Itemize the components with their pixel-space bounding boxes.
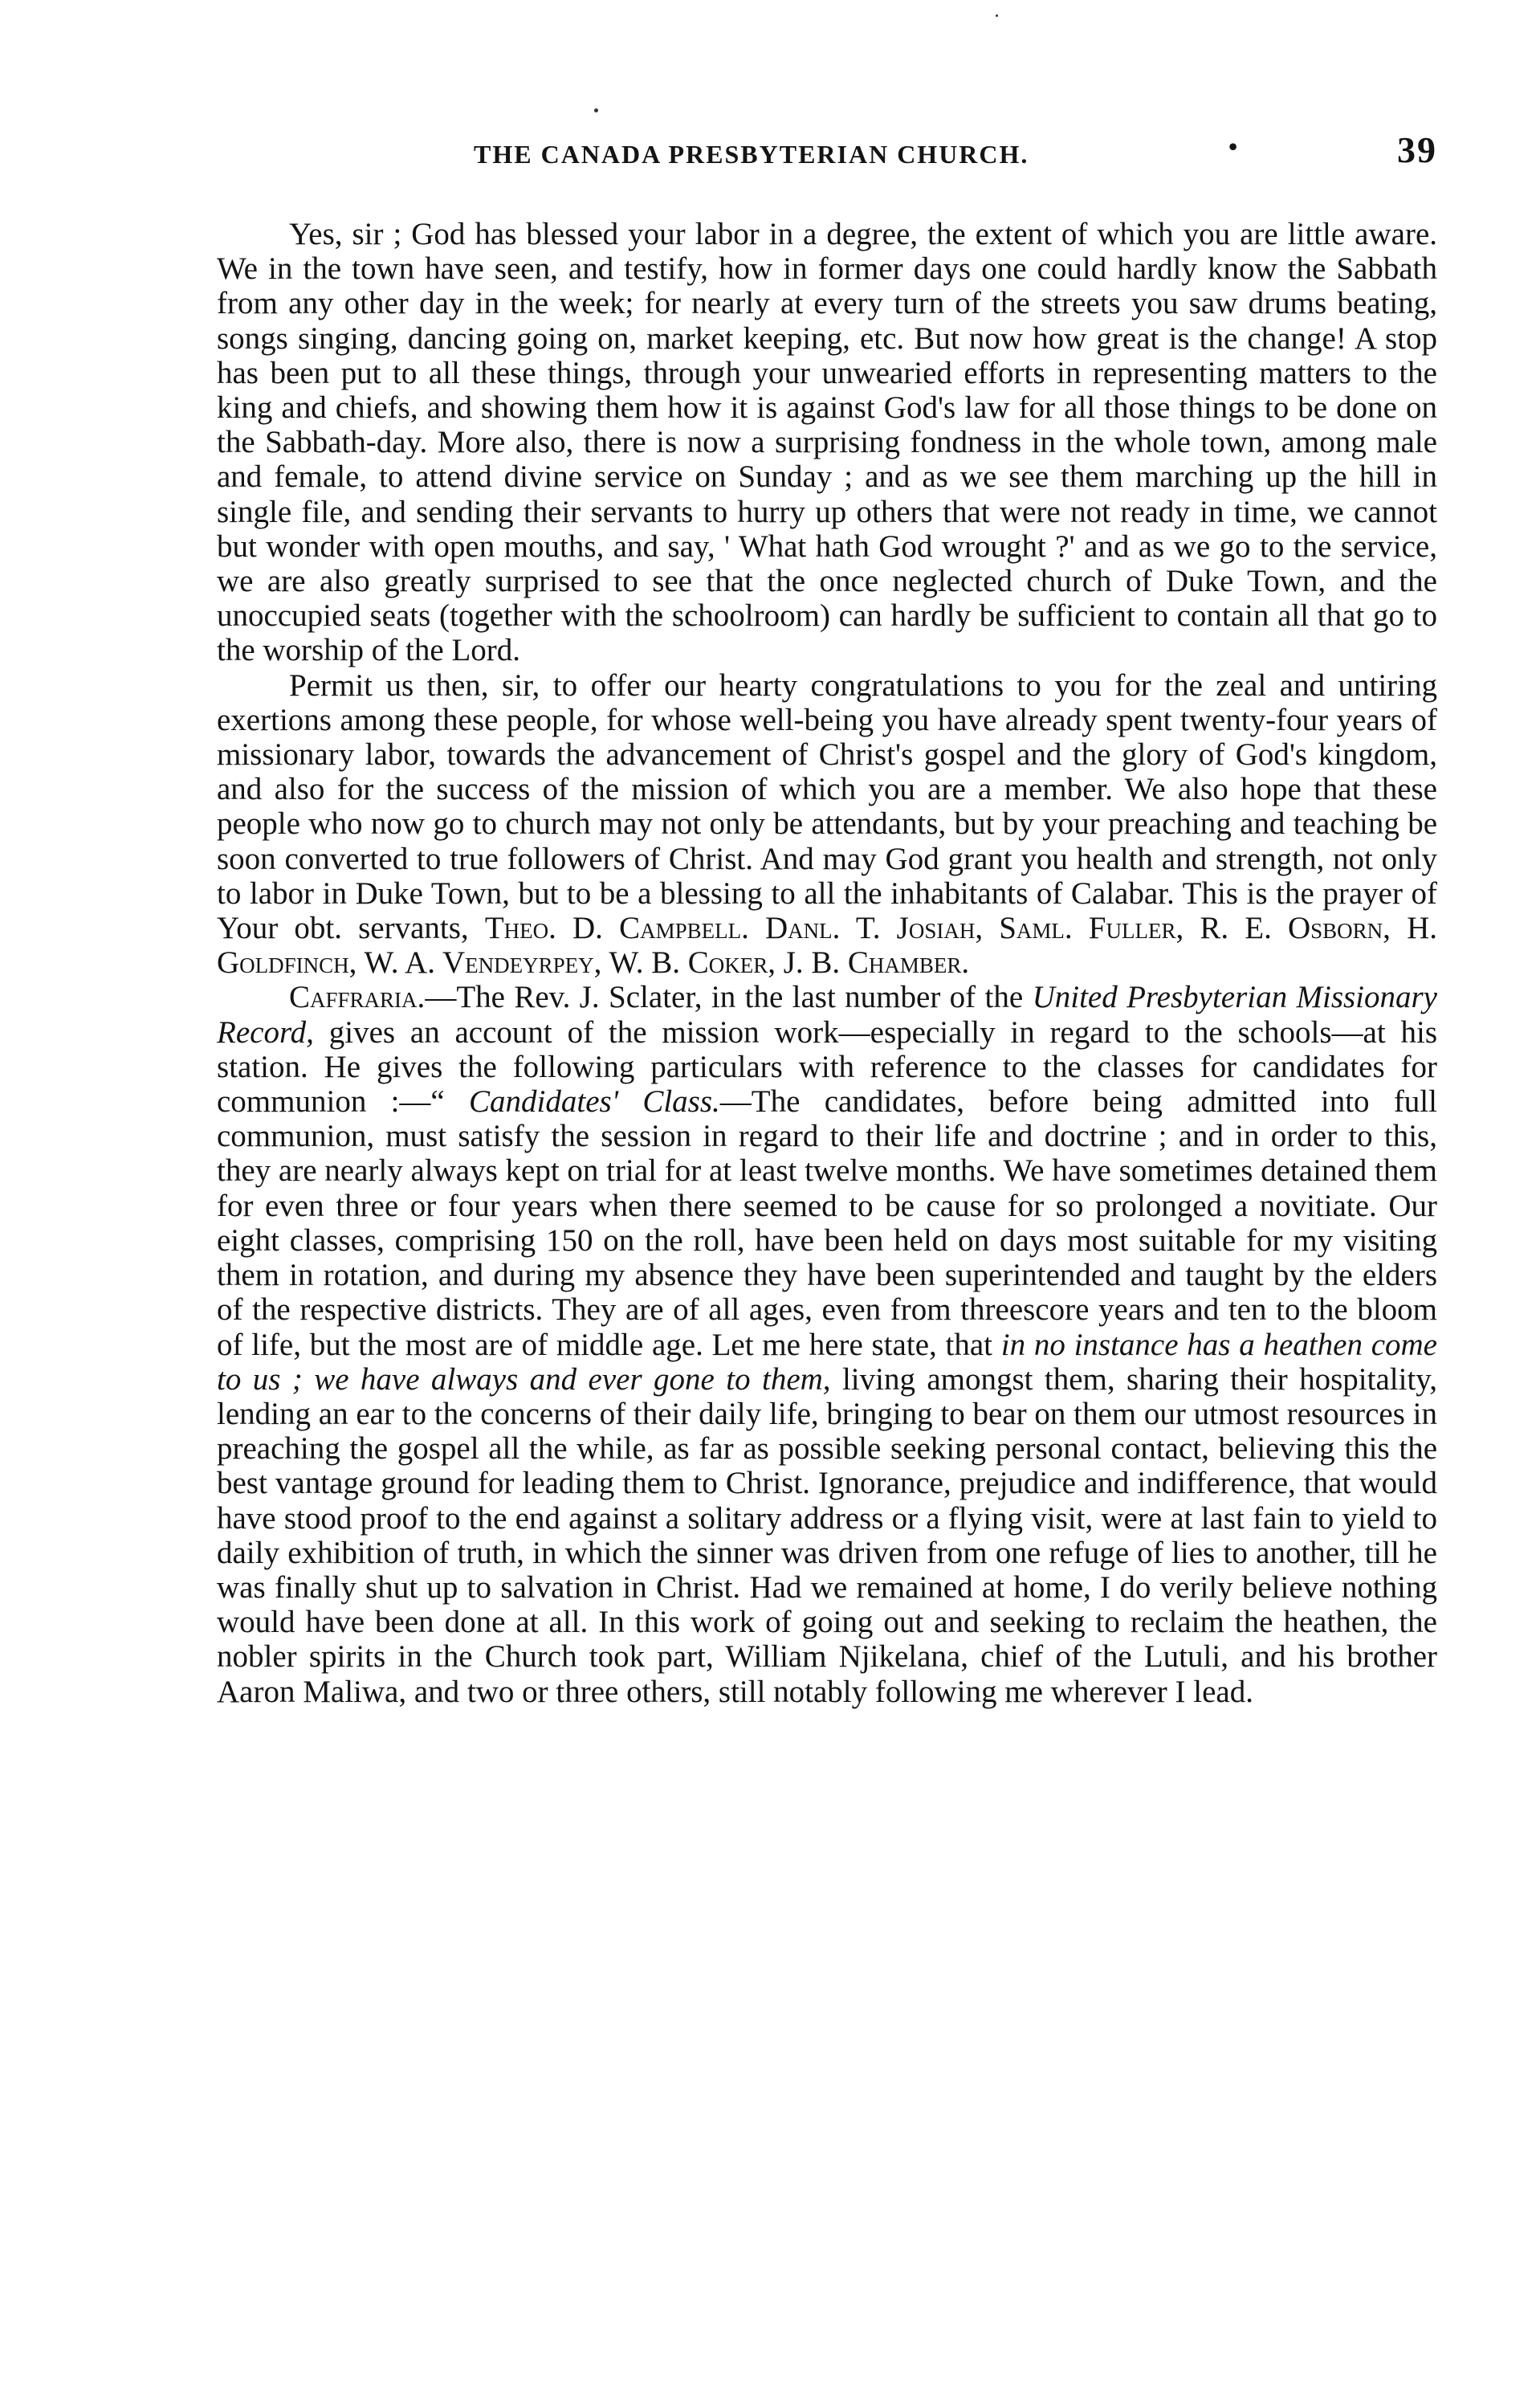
paragraph xyxy=(217,980,1437,1708)
text-run: —The Rev. J. Sclater, in the last number of the xyxy=(425,980,1033,1015)
small-caps-text: Theo. D. Campbell. Danl. T. Josiah, Saml. Fuller, R. E. Osborn, H. Goldfinch, W. A. Vendeyrpey, W. B. Coker, J. B. Chamber. xyxy=(217,911,1437,981)
document-page xyxy=(217,129,1437,1709)
print-speck xyxy=(996,14,998,17)
text-run: gives an account of the mission work—especially in regard to the schools—at his station. He gives the following particulars with reference to the classes for candidates for communion :—“ xyxy=(217,1014,1437,1120)
running-header xyxy=(217,129,1437,177)
print-speck xyxy=(594,108,598,112)
paragraph xyxy=(217,668,1437,981)
article-body xyxy=(217,217,1437,1709)
small-caps-text: Caffraria. xyxy=(289,980,426,1015)
italic-text: United Presbyterian Missionary Record, xyxy=(217,980,1437,1050)
text-run: living amongst them, sharing their hospitality, lending an ear to the concerns of their daily life, bringing to bear on them our utmost resources in preaching the gospel all the while, as far as possible seeking personal contact, believing this the best vantage ground for leading them to Christ. Ignorance, prejudice and indifference, that would have stood proof to the end against a solitary address or a flying visit, were at last fain to yield to daily exhibition of truth, in which the sinner was driven from one refuge of lies to another, till he was finally shut up to salvation in Christ. Had we remained at home, I do verily believe nothing would have been done at all. In this work of going out and seeking to reclaim the heathen, the nobler spirits in the Church took part, William Njikelana, chief of the Lutuli, and his brother Aaron Maliwa, and two or three others, still notably following me wherever I lead. xyxy=(217,1361,1437,1709)
italic-text: Candidates' Class. xyxy=(469,1084,720,1120)
page-number: 39 xyxy=(1397,129,1437,170)
paragraph xyxy=(217,217,1437,668)
header-bullet: • xyxy=(1228,132,1240,161)
italic-text: in no instance has a heathen come to us ; we have always and ever gone to them, xyxy=(217,1327,1437,1397)
text-run: Permit us then, sir, to offer our hearty congratulations to you for the zeal and untiring exertions among these people, for whose well-being you have already spent twenty-four years of missionary labor, towards the advancement of Christ's gospel and the glory of God's kingdom, and also for the success of the mission of which you are a member. We also hope that these people who now go to church may not only be attendants, but by your preaching and teaching be soon converted to true followers of Christ. And may God grant you health and strength, not only to labor in Duke Town, but to be a blessing to all the inhabitants of Calabar. This is the prayer of Your obt. servants, xyxy=(217,667,1437,946)
running-title: THE CANADA PRESBYTERIAN CHURCH. xyxy=(474,140,1029,169)
text-run: Yes, sir ; God has blessed your labor in a degree, the extent of which you are little aware. We in the town have seen, and testify, how in former days one could hardly know the Sabbath from any other day in the week; for nearly at every turn of the streets you saw drums beating, songs singing, dancing going on, market keeping, etc. But now how great is the change! A stop has been put to all these things, through your unwearied efforts in representing matters to the king and chiefs, and showing them how it is against God's law for all those things to be done on the Sabbath-day. More also, there is now a surprising fondness in the whole town, among male and female, to attend divine service on Sunday ; and as we see them marching up the hill in single file, and sending their servants to hurry up others that were not ready in time, we cannot but wonder with open mouths, and say, ' What hath God wrought ?' and as we go to the service, we are also greatly surprised to see that the once neglected church of Duke Town, and the unoccupied seats (together with the schoolroom) can hardly be sufficient to contain all that go to the worship of the Lord. xyxy=(217,217,1437,668)
text-run: —The candidates, before being admitted into full communion, must satisfy the session in regard to their life and doctrine ; and in order to this, they are nearly always kept on trial for at least twelve months. We have sometimes detained them for even three or four years when there seemed to be cause for so prolonged a novitiate. Our eight classes, comprising 150 on the roll, have been held on days most suitable for my visiting them in rotation, and during my absence they have been superintended and taught by the elders of the respective districts. They are of all ages, even from threescore years and ten to the bloom of life, but the most are of middle age. Let me here state, that xyxy=(217,1084,1437,1362)
